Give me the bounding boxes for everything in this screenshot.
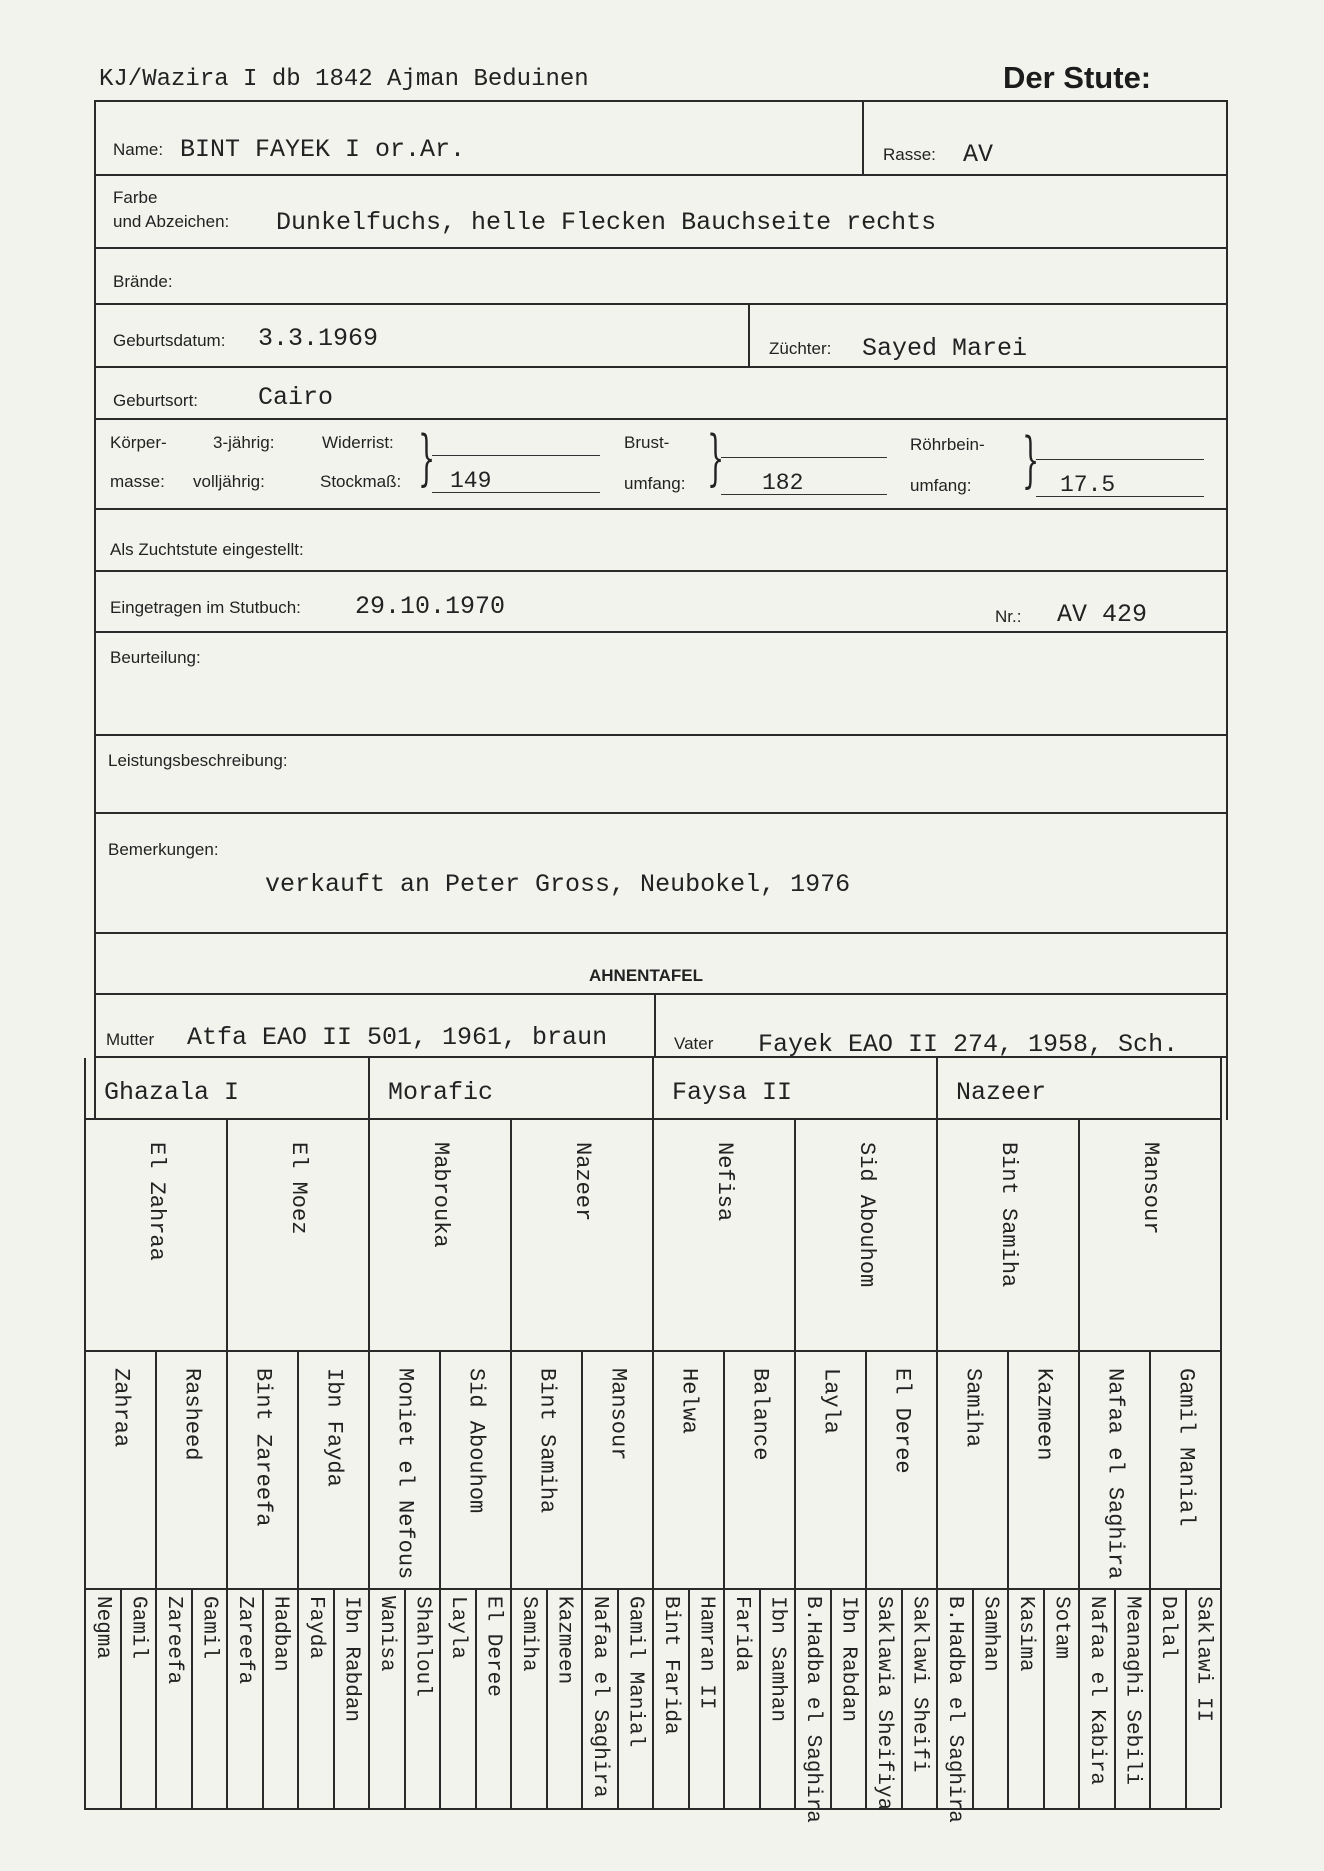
pedigree-gen5-cell: Samiha xyxy=(516,1596,540,1672)
nr-value: AV 429 xyxy=(1057,600,1148,629)
braende-label: Brände: xyxy=(113,272,173,291)
pedigree-gen5-cell: Samhan xyxy=(978,1596,1002,1672)
pedigree-gen5-cell: Zareefa xyxy=(232,1596,256,1685)
pedigree-gen2-cell: Ghazala I xyxy=(104,1078,240,1107)
bemerkungen-value: verkauft an Peter Gross, Neubokel, 1976 xyxy=(265,870,851,899)
name-label: Name: xyxy=(113,140,164,159)
pedigree-gen4-cell: Samiha xyxy=(960,1368,986,1448)
leistung-label: Leistungsbeschreibung: xyxy=(108,751,288,770)
reference-line: KJ/Wazira I db 1842 Ajman Beduinen xyxy=(99,66,589,93)
pedigree-gen3-cell: El Zahraa xyxy=(144,1142,169,1261)
roehrbein-label: Röhrbein- xyxy=(910,435,985,454)
stutbuch-label: Eingetragen im Stutbuch: xyxy=(110,598,301,617)
farbe-value: Dunkelfuchs, helle Flecken Bauchseite rechts xyxy=(276,208,937,237)
zuchtstute-label: Als Zuchtstute eingestellt: xyxy=(110,540,304,559)
pedigree-gen5-cell: Kasima xyxy=(1013,1596,1037,1672)
dreijaehrig-label: 3-jährig: xyxy=(213,433,275,452)
brustumfang-value: 182 xyxy=(762,470,804,496)
pedigree-gen5-cell: Gamil xyxy=(126,1596,150,1660)
pedigree-gen4-cell: Rasheed xyxy=(179,1368,205,1461)
brace-2: } xyxy=(707,423,725,493)
pedigree-gen5-cell: B.Hadba el Saghira xyxy=(800,1596,824,1823)
pedigree-gen5-cell: El Deree xyxy=(481,1596,505,1697)
mutter-value: Atfa EAO II 501, 1961, braun xyxy=(187,1023,608,1052)
pedigree-gen5-cell: Shahloul xyxy=(410,1596,434,1697)
brustumfang-label: umfang: xyxy=(624,474,686,493)
pedigree-gen5-cell: Kazmeen xyxy=(552,1596,576,1685)
pedigree-gen5-cell: Nafaa el Kabira xyxy=(1084,1596,1108,1786)
masse-label: masse: xyxy=(110,472,165,491)
pedigree-gen5-cell: Farida xyxy=(729,1596,753,1672)
widerrist-label: Widerrist: xyxy=(322,433,394,452)
pedigree-gen3-cell: Mansour xyxy=(1138,1142,1163,1235)
pedigree-gen4-cell: Bint Samiha xyxy=(534,1368,560,1514)
zuechter-value: Sayed Marei xyxy=(862,334,1028,363)
pedigree-gen2-cell: Nazeer xyxy=(956,1078,1047,1107)
pedigree-gen3-cell: Nazeer xyxy=(570,1142,595,1222)
geburtsort-label: Geburtsort: xyxy=(113,391,199,410)
pedigree-gen5-cell: Ibn Rabdan xyxy=(339,1596,363,1723)
pedigree-gen5-cell: Gamil Manial xyxy=(623,1596,647,1748)
rasse-value: AV xyxy=(963,140,994,169)
pedigree-gen2-cell: Morafic xyxy=(388,1078,494,1107)
pedigree-gen5-cell: Zareefa xyxy=(161,1596,185,1685)
pedigree-gen5-cell: Wanisa xyxy=(374,1596,398,1672)
vater-value: Fayek EAO II 274, 1958, Sch. xyxy=(758,1030,1179,1059)
geburtsdatum-label: Geburtsdatum: xyxy=(113,331,226,350)
pedigree-gen5-cell: Saklawi Sheifi xyxy=(907,1596,931,1773)
pedigree-gen5-cell: Nafaa el Saghira xyxy=(587,1596,611,1798)
pedigree-gen5-cell: Dalal xyxy=(1155,1596,1179,1660)
koerper-label: Körper- xyxy=(110,433,167,452)
pedigree-gen3-cell: Bint Samiha xyxy=(996,1142,1021,1288)
stockmass-label: Stockmaß: xyxy=(320,472,402,491)
pedigree-gen3-cell: Mabrouka xyxy=(428,1142,453,1248)
name-value: BINT FAYEK I or.Ar. xyxy=(180,135,466,164)
brace-3: } xyxy=(1022,425,1040,495)
nr-label: Nr.: xyxy=(995,607,1022,626)
pedigree-gen5-cell: Hamran II xyxy=(694,1596,718,1710)
pedigree-gen5-cell: Layla xyxy=(445,1596,469,1660)
pedigree-gen5-cell: Bint Farida xyxy=(658,1596,682,1735)
pedigree-gen4-cell: Balance xyxy=(747,1368,773,1461)
geburtsdatum-value: 3.3.1969 xyxy=(258,324,379,353)
pedigree-gen5-cell: Negma xyxy=(90,1596,114,1660)
brace-1: } xyxy=(418,423,436,493)
pedigree-gen4-cell: Kazmeen xyxy=(1031,1368,1057,1461)
pedigree-gen5-cell: Saklawi II xyxy=(1191,1596,1215,1723)
zuechter-label: Züchter: xyxy=(769,339,832,358)
stockmass-value: 149 xyxy=(450,468,492,494)
pedigree-gen4-cell: Ibn Fayda xyxy=(321,1368,347,1487)
form-title: Der Stute: xyxy=(1003,60,1152,95)
pedigree-gen5-cell: Fayda xyxy=(303,1596,327,1660)
pedigree-gen4-cell: Nafaa el Saghira xyxy=(1102,1368,1128,1580)
abzeichen-label: und Abzeichen: xyxy=(113,212,230,231)
pedigree-gen4-cell: Layla xyxy=(818,1368,844,1435)
pedigree-gen5-cell: Sotam xyxy=(1049,1596,1073,1660)
pedigree-gen5-cell: Saklawia Sheifiya xyxy=(871,1596,895,1811)
mutter-label: Mutter xyxy=(106,1030,155,1049)
pedigree-gen2-cell: Faysa II xyxy=(672,1078,793,1107)
pedigree-gen4-cell: Mansour xyxy=(605,1368,631,1461)
pedigree-gen5-cell: Ibn Rabdan xyxy=(836,1596,860,1723)
pedigree-gen5-cell: Ibn Samhan xyxy=(765,1596,789,1723)
volljaehrig-label: volljährig: xyxy=(193,472,265,491)
pedigree-gen4-cell: El Deree xyxy=(889,1368,915,1474)
ahnentafel-title: AHNENTAFEL xyxy=(589,966,703,985)
pedigree-gen3-cell: Nefisa xyxy=(712,1142,737,1222)
vater-label: Vater xyxy=(674,1034,714,1053)
roehrbeinumfang-label: umfang: xyxy=(910,476,972,495)
pedigree-gen4-cell: Zahraa xyxy=(108,1368,134,1448)
pedigree-gen3-cell: El Moez xyxy=(286,1142,311,1235)
beurteilung-label: Beurteilung: xyxy=(110,648,201,667)
pedigree-gen4-cell: Sid Abouhom xyxy=(463,1368,489,1514)
pedigree-gen5-cell: Gamil xyxy=(197,1596,221,1660)
pedigree-gen4-cell: Bint Zareefa xyxy=(250,1368,276,1527)
pedigree-gen4-cell: Helwa xyxy=(676,1368,702,1435)
stutbuch-value: 29.10.1970 xyxy=(355,592,506,621)
pedigree-gen4-cell: Moniet el Nefous xyxy=(392,1368,418,1580)
rasse-label: Rasse: xyxy=(883,145,936,164)
pedigree-gen5-cell: B.Hadba el Saghira xyxy=(942,1596,966,1823)
pedigree-gen4-cell: Gamil Manial xyxy=(1173,1368,1199,1527)
pedigree-gen5-cell: Meanaghi Sebili xyxy=(1120,1596,1144,1786)
brust-label: Brust- xyxy=(624,433,670,452)
bemerkungen-label: Bemerkungen: xyxy=(108,840,219,859)
pedigree-gen5-cell: Hadban xyxy=(268,1596,292,1672)
roehrbeinumfang-value: 17.5 xyxy=(1060,472,1116,498)
pedigree-gen3-cell: Sid Abouhom xyxy=(854,1142,879,1288)
farbe-label: Farbe xyxy=(113,188,158,207)
geburtsort-value: Cairo xyxy=(258,383,334,412)
